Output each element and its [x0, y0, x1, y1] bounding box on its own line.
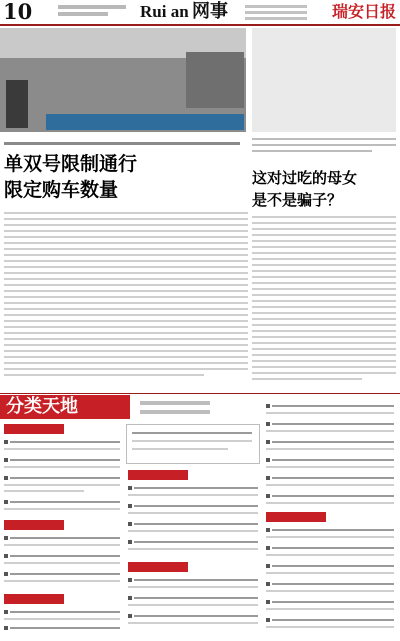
- bullet-icon: [128, 540, 132, 544]
- feature-headline-band: [46, 114, 244, 130]
- bullet-icon: [266, 564, 270, 568]
- masthead-rule: [0, 24, 400, 26]
- bullet-icon: [128, 578, 132, 582]
- bullet-icon: [128, 614, 132, 618]
- issue-editor-line: [58, 12, 108, 16]
- bullet-icon: [266, 546, 270, 550]
- bullet-icon: [266, 404, 270, 408]
- bullet-icon: [4, 458, 8, 462]
- masthead: [0, 0, 400, 24]
- main-story-headline: 单双号限制通行: [4, 153, 138, 175]
- side-story-title: 是不是骗子？: [252, 191, 343, 209]
- newspaper-logo: 瑞安日报: [331, 2, 396, 21]
- classifieds-hotline: [140, 410, 210, 414]
- issue-date-line: [58, 5, 126, 9]
- main-story-kicker: [4, 134, 248, 152]
- bullet-icon: [4, 554, 8, 558]
- bullet-icon: [128, 486, 132, 490]
- bullet-icon: [128, 596, 132, 600]
- bullet-icon: [266, 582, 270, 586]
- editor-credit-line: [245, 5, 307, 8]
- category-tab: [4, 520, 64, 530]
- bullet-icon: [266, 476, 270, 480]
- classifieds-banner-title: 分类天地: [6, 396, 78, 417]
- classifieds-banner: [0, 395, 130, 419]
- category-tab: [128, 562, 188, 572]
- feature-photo: [186, 52, 244, 108]
- category-tab: [4, 424, 64, 434]
- bullet-icon: [4, 500, 8, 504]
- side-feature-box: [252, 28, 396, 132]
- page-number: 10: [3, 0, 33, 24]
- bullet-icon: [128, 504, 132, 508]
- editor-credit-line: [245, 17, 307, 20]
- side-story-title: 这对过吃的母女: [252, 169, 358, 187]
- classifieds-rule: [0, 393, 400, 394]
- bullet-icon: [4, 440, 8, 444]
- classified-ad-box: [126, 424, 260, 464]
- bullet-icon: [266, 440, 270, 444]
- category-tab: [4, 594, 64, 604]
- bullet-icon: [4, 626, 8, 630]
- editor-credit-line: [245, 11, 307, 14]
- feature-tag: [6, 80, 28, 128]
- bullet-icon: [4, 572, 8, 576]
- feature-photo-banner: [0, 28, 246, 132]
- bullet-icon: [128, 522, 132, 526]
- bullet-icon: [266, 618, 270, 622]
- bullet-icon: [4, 536, 8, 540]
- bullet-icon: [4, 610, 8, 614]
- main-story-headline: 限定购车数量: [4, 179, 119, 201]
- bullet-icon: [266, 458, 270, 462]
- bullet-icon: [266, 528, 270, 532]
- bullet-icon: [4, 476, 8, 480]
- section-title: 网事: [192, 1, 228, 22]
- classifieds-hotline: [140, 401, 210, 405]
- category-tab: [128, 470, 188, 480]
- masthead-latin-title: Rui an: [140, 2, 189, 21]
- category-tab: [266, 512, 326, 522]
- bullet-icon: [266, 422, 270, 426]
- bullet-icon: [266, 600, 270, 604]
- bullet-icon: [266, 494, 270, 498]
